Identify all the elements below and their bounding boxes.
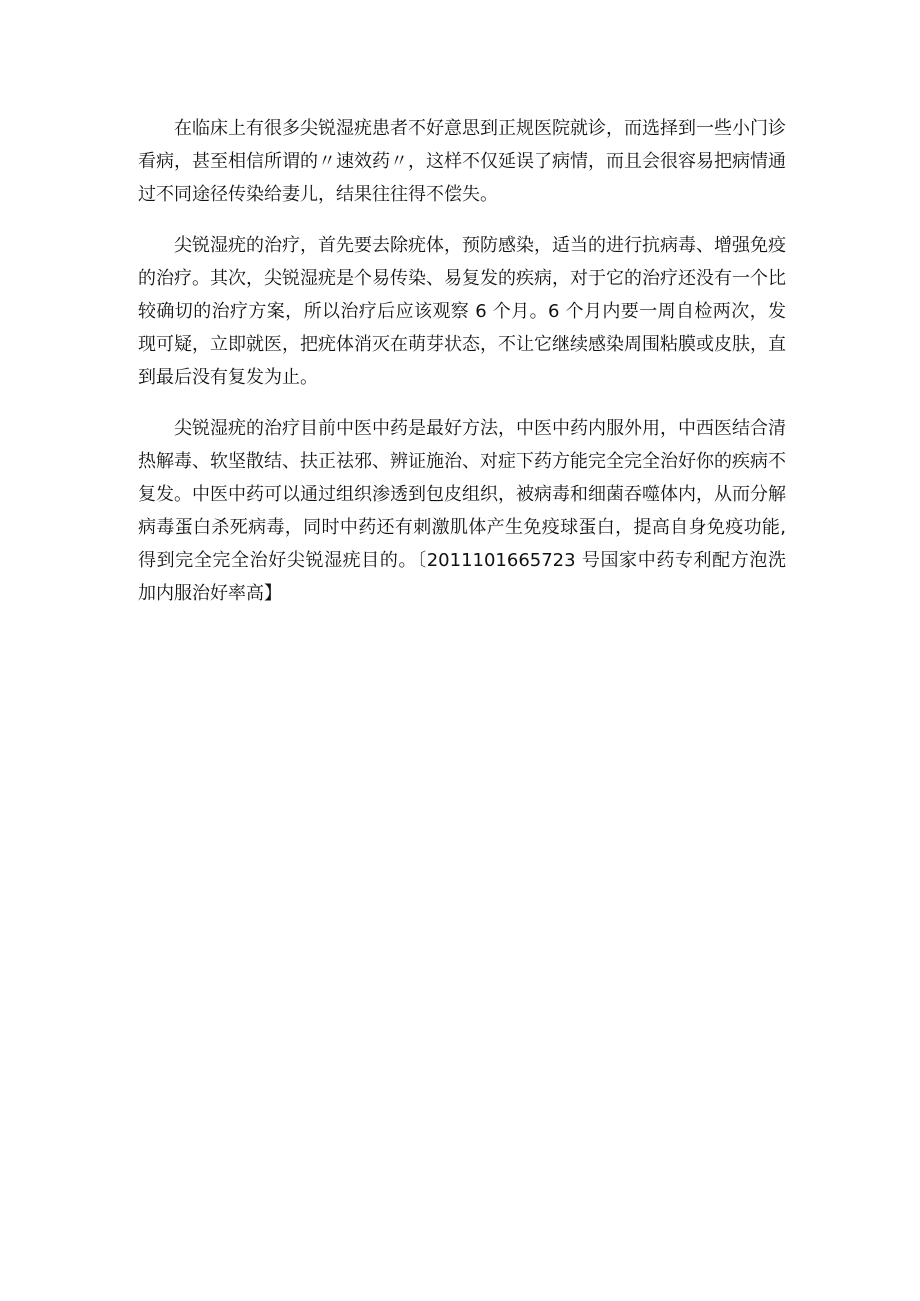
paragraph-tcm-treatment: 尖锐湿疣的治疗目前中医中药是最好方法，中医中药内服外用，中西医结合清热解毒、软坚散结、扶正祛邪、辨证施治、对症下药方能完全完全治好你的疾病不复发。中医中药可以通过组织渗透到包皮组织，被病毒和细菌吞噬体内，从而分解病毒蛋白杀死病毒，同时中药还有刺激肌体产生免疫球蛋白，提高自身免疫功能,得到完全完全治好尖锐湿疣目的。〔2011101665723 号国家中药专利配方泡洗加内服治好率高】	[138, 418, 786, 604]
document-body	[138, 112, 786, 628]
paragraph-treatment-steps: 尖锐湿疣的治疗，首先要去除疣体，预防感染，适当的进行抗病毒、增强免疫的治疗。其次，尖锐湿疣是个易传染、易复发的疾病，对于它的治疗还没有一个比较确切的治疗方案，所以治疗后应该观察 6 个月。6 个月内要一周自检两次，发现可疑，立即就医，把疣体消灭在萌芽状态，不让它继续感染周围粘膜或皮肤，直到最后没有复发为止。	[138, 235, 786, 388]
paragraph-clinical-visits: 在临床上有很多尖锐湿疣患者不好意思到正规医院就诊，而选择到一些小门诊看病，甚至相信所谓的〃速效药〃，这样不仅延误了病情，而且会很容易把病情通过不同途径传染给妻儿，结果往往得不偿失。	[138, 118, 786, 205]
